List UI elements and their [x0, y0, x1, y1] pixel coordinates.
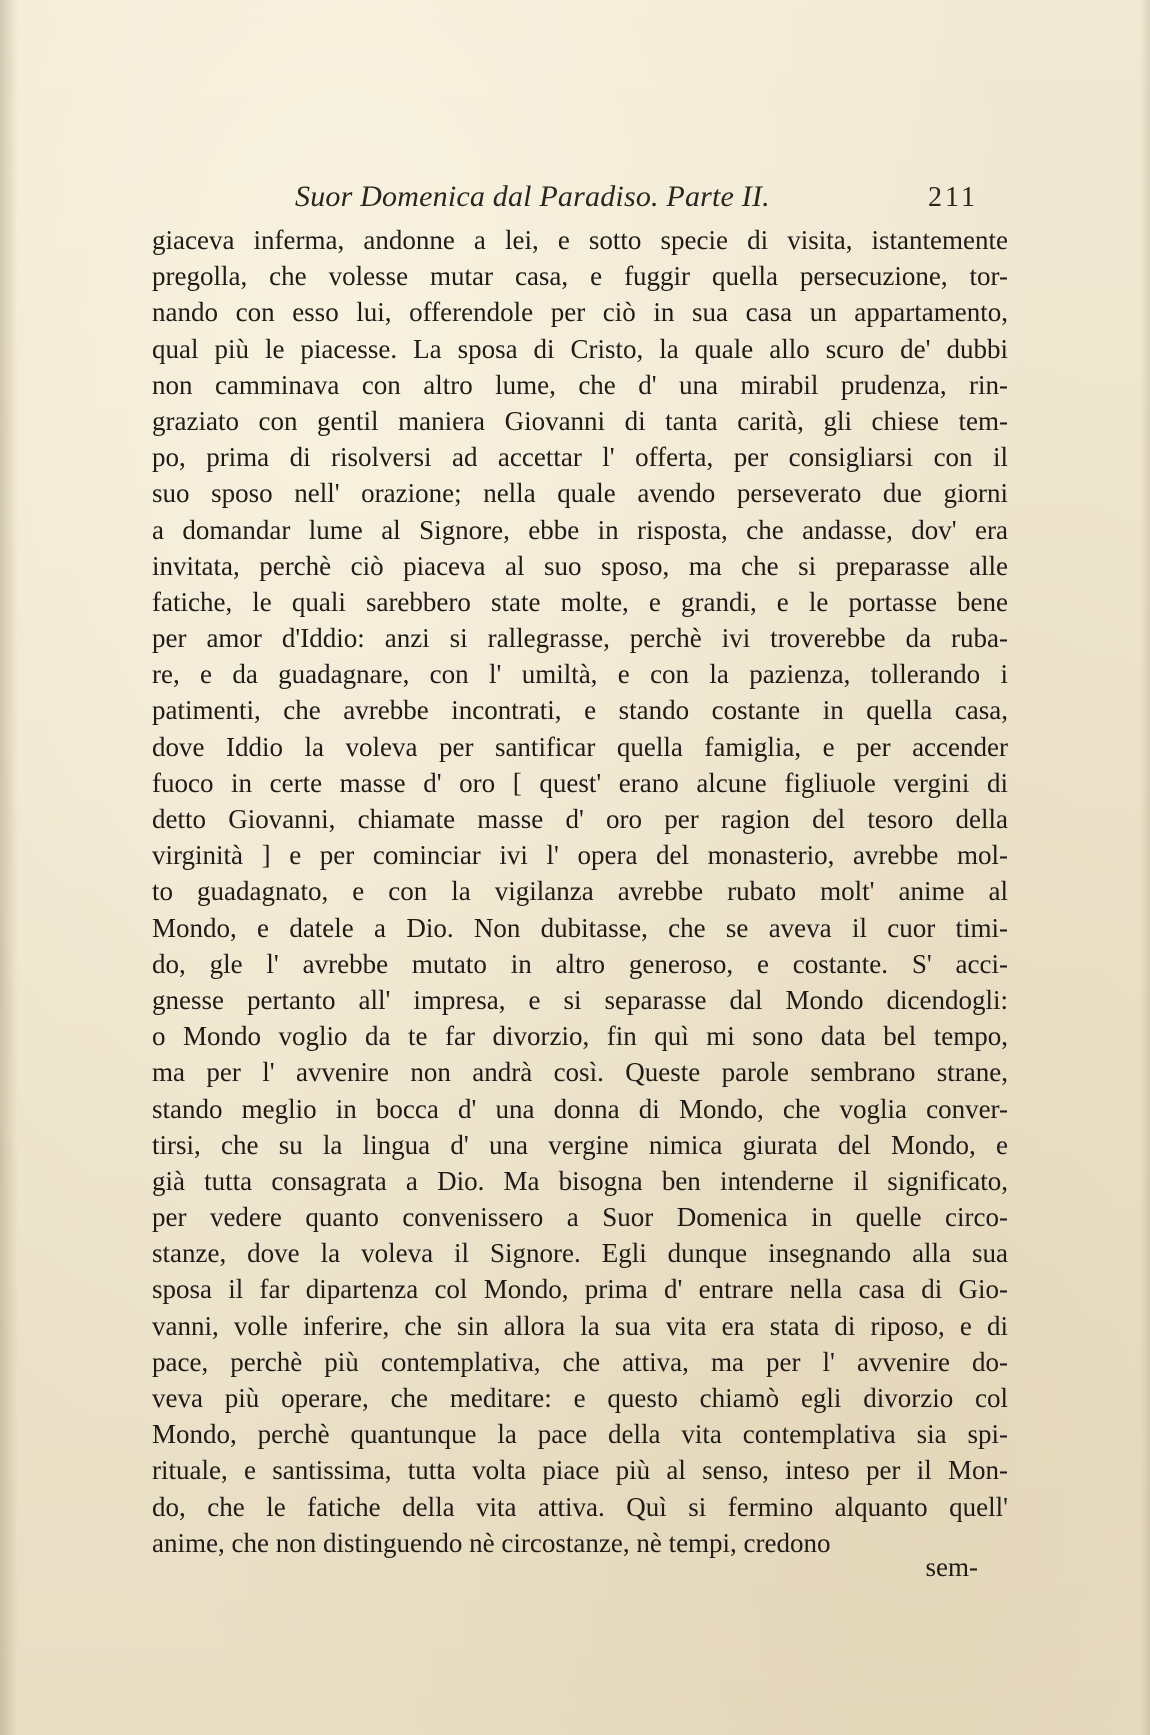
text-line: Mondo, perchè quantunque la pace della vita contemplativa sia spi-: [152, 1419, 1008, 1450]
text-line: stando meglio in bocca d' una donna di Mondo, che voglia conver-: [152, 1093, 1008, 1124]
text-line: sposa il far dipartenza col Mondo, prima d' entrare nella casa di Gio-: [152, 1274, 1008, 1305]
text-line: veva più operare, che meditare: e questo chiamò egli divorzio col: [152, 1383, 1008, 1413]
text-line: gnesse pertanto all' impresa, e si separasse dal Mondo dicendogli:: [152, 984, 1008, 1015]
text-line: fatiche, le quali sarebbero state molte, e grandi, e le portasse bene: [152, 586, 1008, 617]
text-line: tirsi, che su la lingua d' una vergine nimica giurata del Mondo, e: [152, 1129, 1008, 1160]
text-line: già tutta consagrata a Dio. Ma bisogna ben intenderne il significato,: [152, 1165, 1008, 1196]
text-line: per amor d'Iddio: anzi si rallegrasse, perchè ivi troverebbe da ruba-: [152, 623, 1008, 654]
text-line: graziato con gentil maniera Giovanni di tanta carità, gli chiese tem-: [152, 405, 1008, 436]
text-line: detto Giovanni, chiamate masse d' oro per ragion del tesoro della: [152, 804, 1008, 834]
text-line: fuoco in certe masse d' oro [ quest' erano alcune figliuole vergini di: [152, 767, 1008, 798]
text-line: dove Iddio la voleva per santificar quella famiglia, e per accender: [152, 731, 1008, 762]
catchword: sem-: [925, 1552, 978, 1582]
text-line: do, che le fatiche della vita attiva. Quì si fermino alquanto quell': [152, 1491, 1008, 1522]
text-line: patimenti, che avrebbe incontrati, e stando costante in quella casa,: [152, 695, 1008, 726]
text-line: pace, perchè più contemplativa, che attiva, ma per l' avvenire do-: [152, 1346, 1008, 1377]
text-line: pregolla, che volesse mutar casa, e fuggir quella persecuzione, tor-: [152, 261, 1008, 292]
text-line: anime, che non distinguendo nè circostanze, nè tempi, credono: [152, 1527, 831, 1558]
text-line: non camminava con altro lume, che d' una mirabil prudenza, rin-: [152, 369, 1008, 400]
text-line: invitata, perchè ciò piaceva al suo sposo, ma che si preparasse alle: [152, 550, 1008, 581]
text-line: per vedere quanto convenissero a Suor Domenica in quelle circo-: [152, 1202, 1008, 1233]
text-line: stanze, dove la voleva il Signore. Egli dunque insegnando alla sua: [152, 1238, 1008, 1269]
text-line: giaceva inferma, andonne a lei, e sotto specie di visita, istantemente: [152, 225, 1008, 255]
page-header: [150, 180, 1000, 224]
page-number: 211: [928, 182, 978, 213]
running-title: Suor Domenica dal Paradiso. Parte II.: [295, 180, 770, 213]
text-line: re, e da guadagnare, con l' umiltà, e con la pazienza, tollerando i: [152, 659, 1008, 690]
text-line: suo sposo nell' orazione; nella quale avendo perseverato due giorni: [152, 478, 1008, 509]
text-line: o Mondo voglio da te far divorzio, fin quì mi sono data bel tempo,: [152, 1021, 1008, 1052]
body-text: [152, 222, 1008, 1561]
text-line: rituale, e santissima, tutta volta piace più al senso, inteso per il Mon-: [152, 1455, 1008, 1486]
text-line: nando con esso lui, offerendole per ciò in sua casa un appartamento,: [152, 297, 1008, 328]
text-line: vanni, volle inferire, che sin allora la sua vita era stata di riposo, e di: [152, 1310, 1008, 1341]
text-line: po, prima di risolversi ad accettar l' offerta, per consigliarsi con il: [152, 442, 1008, 473]
text-line: virginità ] e per cominciar ivi l' opera del monasterio, avrebbe mol-: [152, 840, 1008, 871]
text-line: qual più le piacesse. La sposa di Cristo, la quale allo scuro de' dubbi: [152, 333, 1008, 364]
text-line: Mondo, e datele a Dio. Non dubitasse, che se aveva il cuor timi-: [152, 912, 1008, 943]
text-line: do, gle l' avrebbe mutato in altro generoso, e costante. S' acci-: [152, 948, 1008, 979]
text-line: a domandar lume al Signore, ebbe in risposta, che andasse, dov' era: [152, 514, 1008, 545]
text-line: to guadagnato, e con la vigilanza avrebbe rubato molt' anime al: [152, 876, 1008, 907]
text-line: ma per l' avvenire non andrà così. Queste parole sembrano strane,: [152, 1057, 1008, 1088]
